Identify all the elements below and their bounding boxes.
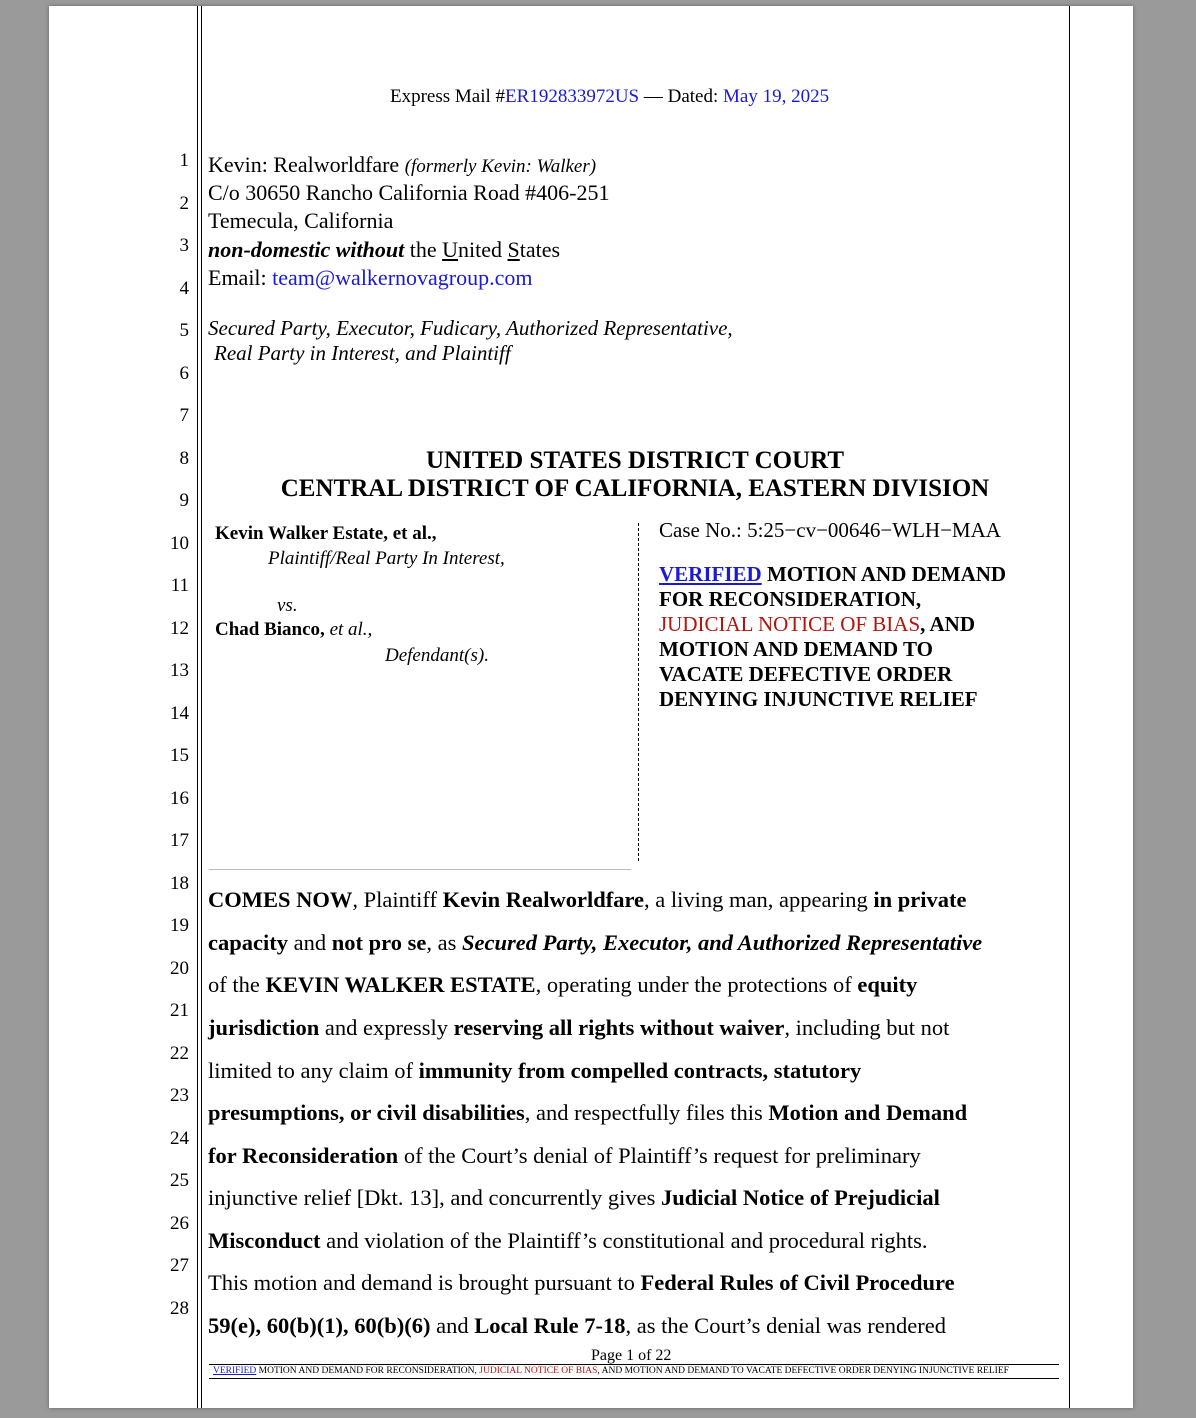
line-number: 6	[179, 362, 189, 384]
title-line-5: VACATE DEFECTIVE ORDER	[659, 662, 953, 686]
footer-bias: JUDICIAL NOTICE OF BIAS	[479, 1366, 598, 1376]
b3b: KEVIN WALKER ESTATE	[265, 972, 536, 997]
b9a: Misconduct	[208, 1228, 321, 1253]
case-number: Case No.: 5:25−cv−00646−WLH−MAA	[659, 518, 1001, 542]
line-number: 22	[170, 1042, 189, 1064]
title-line-4: MOTION AND DEMAND TO	[659, 637, 933, 661]
line-number: 4	[179, 277, 189, 299]
footer-f1: MOTION AND DEMAND FOR RECONSIDERATION,	[256, 1366, 480, 1376]
non-domestic-bold: non-domestic without	[208, 237, 405, 262]
b1b: , Plaintiff	[352, 887, 443, 912]
b11d: , as the Court’s denial was rendered	[625, 1313, 946, 1338]
title-line-3	[659, 612, 1006, 637]
b4a: jurisdiction	[208, 1015, 320, 1040]
b8a: injunctive relief [Dkt. 13], and concurrently gives	[208, 1185, 661, 1210]
body-line-2	[208, 930, 982, 956]
title-t3: , AND	[920, 612, 975, 636]
body-line-5	[208, 1058, 861, 1084]
title-line-2: FOR RECONSIDERATION,	[659, 587, 922, 611]
line-number: 25	[170, 1170, 189, 1191]
line-number: 11	[170, 575, 189, 596]
footer-title	[213, 1366, 1009, 1376]
nd-u: U	[442, 237, 458, 262]
line-number: 15	[170, 745, 189, 766]
court-title-line-1: UNITED STATES DISTRICT COURT	[426, 447, 844, 474]
footer-f2: , AND MOTION AND DEMAND TO VACATE DEFECTIVE ORDER DENYING INJUNCTIVE RELIEF	[597, 1366, 1009, 1376]
nd-the: the	[404, 237, 443, 262]
caption-divider	[638, 523, 640, 861]
b11a: 59(e), 60(b)(1), 60(b)(6)	[208, 1313, 431, 1338]
defendant-bold: Chad Bianco,	[215, 619, 325, 640]
body-line-8	[208, 1185, 940, 1211]
b5b: immunity from compelled contracts, statutory	[418, 1058, 862, 1083]
line-number: 28	[170, 1297, 189, 1319]
line-number: 9	[179, 490, 189, 511]
address-line-3: Temecula, California	[208, 208, 394, 233]
email-link[interactable]: team@walkernovagroup.com	[272, 265, 533, 290]
document-title	[659, 562, 1006, 712]
line-number: 17	[170, 830, 189, 851]
caption-bottom-rule	[209, 869, 631, 870]
b2d: , as	[426, 930, 462, 955]
nd-nited: nited	[458, 237, 508, 262]
b3d: equity	[857, 972, 918, 997]
b9b: and violation of the Plaintiff’s constitutional and procedural rights.	[320, 1228, 928, 1253]
line-number: 19	[170, 915, 189, 936]
verified-link[interactable]: VERIFIED	[659, 562, 762, 586]
b4b: and expressly	[319, 1015, 454, 1040]
title-t1: MOTION AND DEMAND	[761, 562, 1007, 586]
bias-text: JUDICIAL NOTICE OF BIAS	[659, 612, 921, 636]
b1e: in private	[873, 887, 967, 912]
court-title-line-2: CENTRAL DISTRICT OF CALIFORNIA, EASTERN DIVISION	[280, 475, 990, 502]
line-number: 10	[170, 532, 189, 554]
line-number: 16	[170, 787, 189, 809]
header-date: May 19, 2025	[723, 86, 830, 107]
line-number: 5	[179, 320, 189, 341]
b4c: reserving all rights without waiver	[453, 1015, 785, 1040]
line-number: 20	[170, 957, 189, 979]
body-line-1	[208, 887, 966, 913]
b3a: of the	[208, 972, 266, 997]
defendant-role: Defendant(s).	[385, 645, 489, 666]
b11c: Local Rule 7-18	[474, 1313, 626, 1338]
line-number: 23	[170, 1085, 189, 1106]
email-label: Email:	[208, 265, 273, 290]
b10b: Federal Rules of Civil Procedure	[640, 1270, 955, 1295]
b10a: This motion and demand is brought pursuant to	[208, 1270, 641, 1295]
header-prefix: Express Mail #	[390, 86, 506, 107]
b3c: , operating under the protections of	[535, 972, 858, 997]
left-margin-rule	[197, 6, 198, 1408]
b8b: Judicial Notice of Prejudicial	[660, 1185, 940, 1210]
nd-s: S	[507, 237, 520, 262]
body-line-9	[208, 1228, 927, 1254]
line-number: 7	[179, 405, 189, 426]
body-line-3	[208, 972, 917, 998]
b2a: capacity	[208, 930, 288, 955]
line-number: 26	[170, 1212, 189, 1234]
versus: vs.	[277, 595, 298, 616]
party-name: Kevin: Realworldfare	[208, 152, 405, 177]
line-number: 3	[179, 235, 189, 256]
plaintiff-name	[215, 523, 436, 545]
address-line-2: C/o 30650 Rancho California Road #406-251	[208, 180, 610, 205]
right-margin-rule	[1069, 6, 1070, 1408]
b11b: and	[430, 1313, 475, 1338]
b4d: , including but not	[784, 1015, 950, 1040]
footer-rule-bottom	[209, 1378, 1059, 1379]
footer-rule	[209, 1364, 1059, 1365]
plaintiff-role: Plaintiff/Real Party In Interest,	[268, 548, 505, 569]
title-line-1	[659, 562, 1006, 587]
tracking-number: ER192833972US	[505, 86, 640, 107]
document-page	[49, 6, 1133, 1408]
line-number: 8	[179, 447, 189, 469]
nd-tates: tates	[519, 237, 561, 262]
defendant-etal: et al.,	[324, 619, 373, 640]
b6b: , and respectfully files this	[524, 1100, 769, 1125]
defendant-name	[215, 619, 372, 641]
line-number: 1	[179, 150, 189, 171]
b7a: for Reconsideration	[208, 1143, 399, 1168]
left-margin-rule-inner	[201, 6, 202, 1408]
line-number: 18	[170, 872, 189, 894]
roles-line-1: Secured Party, Executor, Fudicary, Authorized Representative,	[208, 316, 733, 340]
b7b: of the Court’s denial of Plaintiff’s request for preliminary	[398, 1143, 921, 1168]
b1c: Kevin Realworldfare	[442, 887, 645, 912]
b6a: presumptions, or civil disabilities	[208, 1100, 525, 1125]
line-number: 2	[179, 192, 189, 214]
email-line	[208, 265, 533, 291]
b6c: Motion and Demand	[768, 1100, 968, 1125]
body-line-7	[208, 1143, 921, 1169]
body-line-6	[208, 1100, 967, 1126]
express-mail-header	[390, 86, 829, 108]
line-number: 14	[170, 702, 189, 724]
line-number: 27	[170, 1255, 189, 1276]
body-line-10	[208, 1270, 955, 1296]
plaintiff-bold: Kevin Walker Estate, et al.,	[215, 523, 437, 544]
line-number: 13	[170, 660, 189, 681]
title-line-6: DENYING INJUNCTIVE RELIEF	[659, 687, 978, 711]
formerly-name: (formerly Kevin: Walker)	[404, 156, 597, 177]
body-line-11	[208, 1313, 946, 1339]
b1d: , a living man, appearing	[644, 887, 874, 912]
b2c: not pro se	[331, 930, 427, 955]
address-name	[208, 152, 596, 178]
line-number: 12	[170, 617, 189, 639]
dated-label: — Dated:	[639, 86, 724, 107]
b1a: COMES NOW	[208, 887, 353, 912]
b5a: limited to any claim of	[208, 1058, 419, 1083]
roles-line-2: Real Party in Interest, and Plaintiff	[214, 341, 511, 365]
b2e: Secured Party, Executor, and Authorized Representative	[461, 930, 983, 955]
footer-verified-link[interactable]: VERIFIED	[213, 1366, 257, 1376]
line-number: 24	[170, 1127, 189, 1149]
body-line-4	[208, 1015, 949, 1041]
line-number: 21	[170, 1000, 189, 1021]
non-domestic-line	[208, 237, 560, 263]
b2b: and	[287, 930, 332, 955]
page-number: Page 1 of 22	[591, 1347, 672, 1364]
